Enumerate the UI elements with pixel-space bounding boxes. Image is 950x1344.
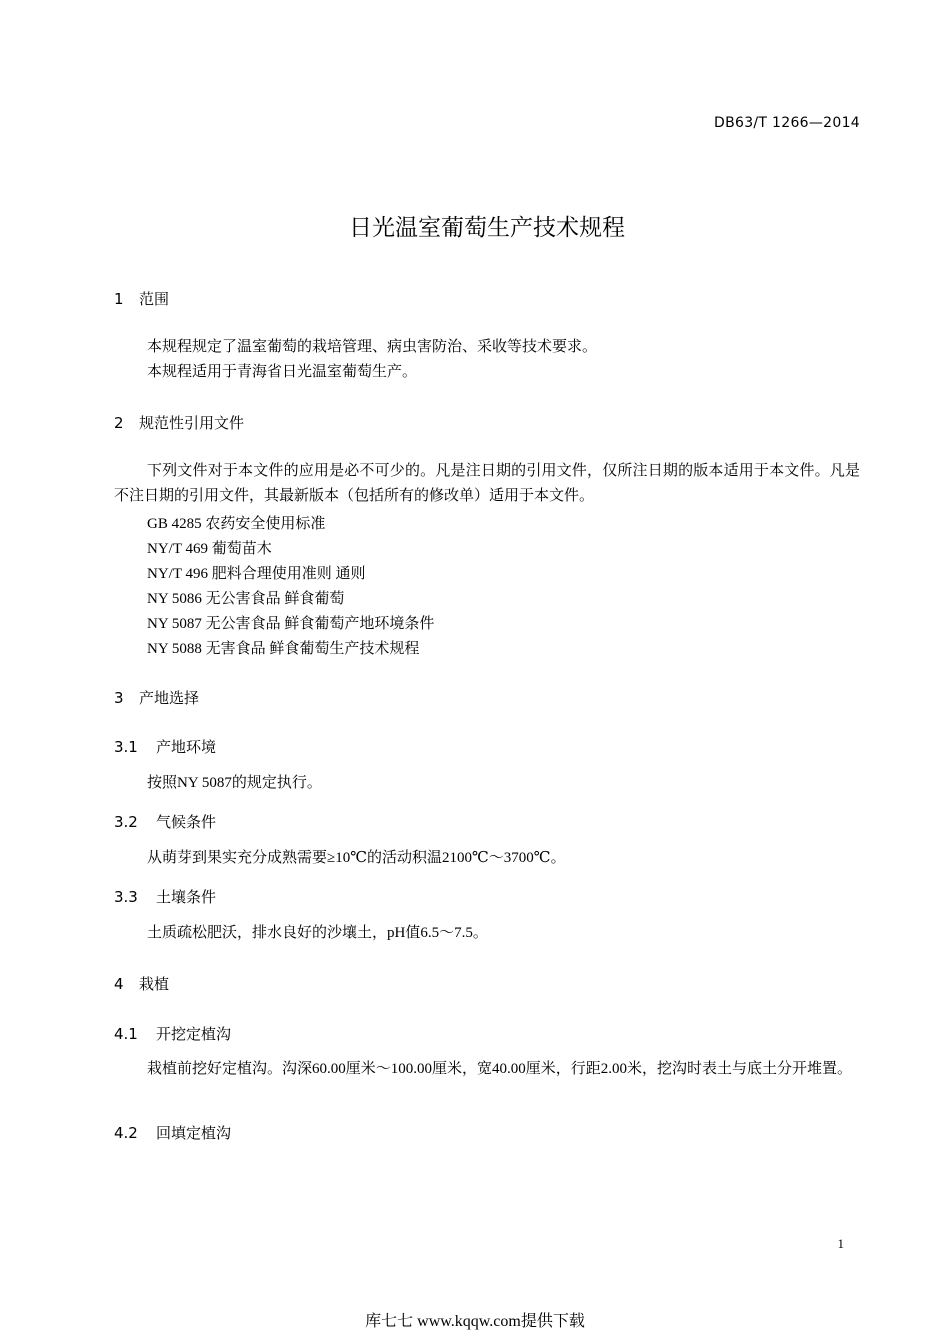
paragraph: 从萌芽到果实充分成熟需要≥10℃的活动积温2100℃～3700℃。 <box>147 850 566 866</box>
reference-item: NY 5086 无公害食品 鲜食葡萄 <box>147 591 345 607</box>
subsection-heading-3-1 <box>114 736 216 757</box>
footer-watermark: 库七七 www.kqqw.com提供下载 <box>365 1313 585 1330</box>
subsection-title: 开挖定植沟 <box>156 1025 232 1043</box>
section-heading-1 <box>114 288 169 309</box>
document-number: DB63/T 1266—2014 <box>714 115 860 131</box>
paragraph: 土质疏松肥沃，排水良好的沙壤土，pH值6.5～7.5。 <box>147 925 488 941</box>
subsection-number: 3.2 <box>114 813 138 831</box>
reference-item: NY 5088 无害食品 鲜食葡萄生产技术规程 <box>147 641 420 657</box>
reference-item: NY 5087 无公害食品 鲜食葡萄产地环境条件 <box>147 616 435 632</box>
paragraph: 本规程适用于青海省日光温室葡萄生产。 <box>147 364 418 380</box>
subsection-number: 4.1 <box>114 1025 138 1043</box>
section-number: 1 <box>114 290 124 308</box>
section-title: 范围 <box>139 290 170 308</box>
page-number: 1 <box>837 1236 844 1251</box>
reference-item: GB 4285 农药安全使用标准 <box>147 516 326 532</box>
section-number: 4 <box>114 975 124 993</box>
subsection-number: 4.2 <box>114 1124 138 1142</box>
section-heading-3 <box>114 687 199 708</box>
subsection-title: 回填定植沟 <box>156 1124 232 1142</box>
reference-item: NY/T 496 肥料合理使用准则 通则 <box>147 566 366 582</box>
section-heading-4 <box>114 973 169 994</box>
subsection-title: 产地环境 <box>156 738 217 756</box>
section-heading-2 <box>114 412 244 433</box>
subsection-number: 3.3 <box>114 888 138 906</box>
section-title: 栽植 <box>139 975 170 993</box>
subsection-heading-4-2 <box>114 1122 231 1143</box>
subsection-title: 土壤条件 <box>156 888 217 906</box>
paragraph: 栽植前挖好定植沟。沟深60.00厘米～100.00厘米，宽40.00厘米，行距2.00米，挖沟时表土与底土分开堆置。 <box>147 1061 853 1077</box>
paragraph: 下列文件对于本文件的应用是必不可少的。凡是注日期的引用文件，仅所注日期的版本适用于本文件。凡是不注日期的引用文件，其最新版本（包括所有的修改单）适用于本文件。 <box>114 463 860 504</box>
paragraph: 本规程规定了温室葡萄的栽培管理、病虫害防治、采收等技术要求。 <box>147 339 598 355</box>
subsection-heading-4-1 <box>114 1023 231 1044</box>
reference-item: NY/T 469 葡萄苗木 <box>147 541 272 557</box>
section-number: 2 <box>114 414 124 432</box>
subsection-number: 3.1 <box>114 738 138 756</box>
section-title: 规范性引用文件 <box>139 414 245 432</box>
section-number: 3 <box>114 689 124 707</box>
subsection-heading-3-2 <box>114 811 216 832</box>
page-title: 日光温室葡萄生产技术规程 <box>349 215 625 241</box>
section-title: 产地选择 <box>139 689 200 707</box>
paragraph: 按照NY 5087的规定执行。 <box>147 775 322 791</box>
subsection-heading-3-3 <box>114 886 216 907</box>
subsection-title: 气候条件 <box>156 813 217 831</box>
